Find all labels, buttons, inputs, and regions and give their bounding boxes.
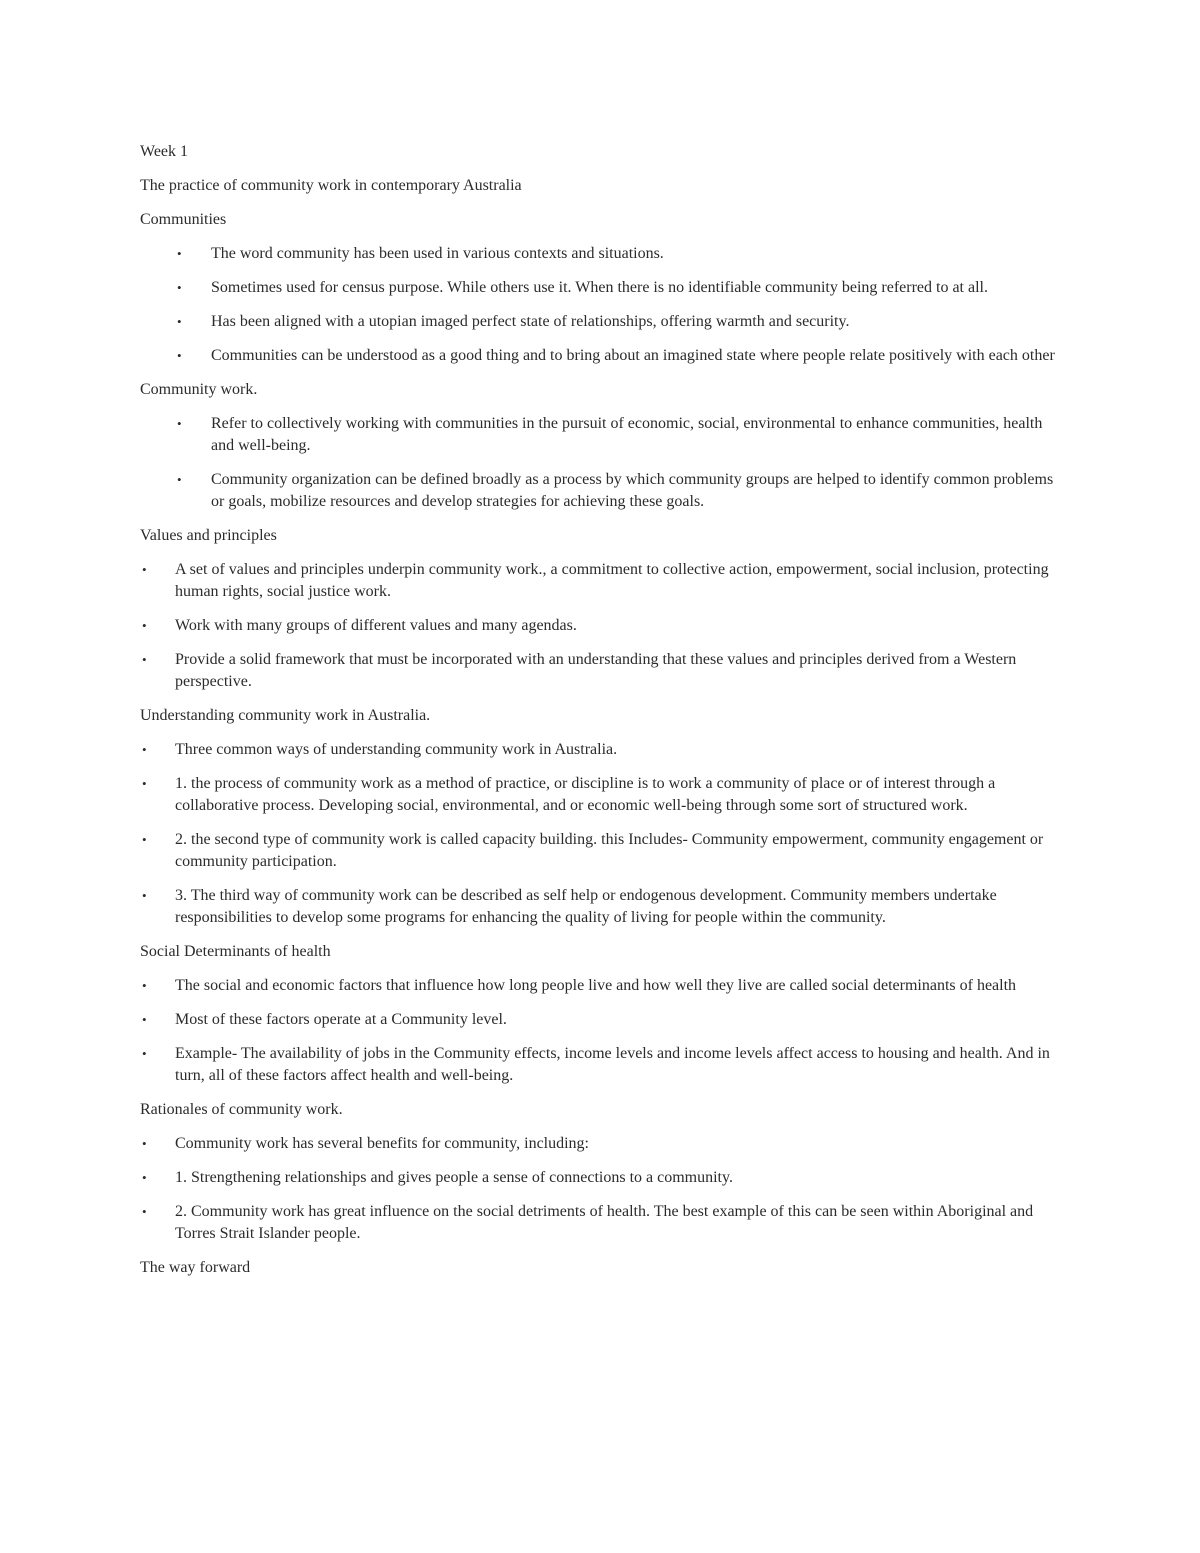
list-item bbox=[140, 615, 1065, 637]
bullet-list bbox=[140, 1133, 1065, 1245]
list-item-text: 3. The third way of community work can be described as self help or endogenous development. Community members undertake responsibilities to develop some programs for enhancing the quality of living for people within the community. bbox=[175, 887, 997, 926]
document-title: The practice of community work in contemporary Australia bbox=[140, 177, 522, 194]
bullet-icon: • bbox=[142, 888, 147, 903]
list-item bbox=[140, 277, 1065, 299]
bullet-icon: • bbox=[177, 246, 182, 261]
list-item-text: The word community has been used in various contexts and situations. bbox=[211, 245, 664, 262]
list-item-text: Example- The availability of jobs in the Community effects, income levels and income levels affect access to housing and health. And in turn, all of these factors affect health and well-being. bbox=[175, 1045, 1050, 1084]
list-item-text: Most of these factors operate at a Community level. bbox=[175, 1011, 507, 1028]
list-item-text: Has been aligned with a utopian imaged perfect state of relationships, offering warmth and security. bbox=[211, 313, 850, 330]
bullet-icon: • bbox=[177, 348, 182, 363]
list-item-text: 2. Community work has great influence on the social detriments of health. The best example of this can be seen within Aboriginal and Torres Strait Islander people. bbox=[175, 1203, 1034, 1242]
list-item bbox=[140, 885, 1065, 929]
section-heading: Social Determinants of health bbox=[140, 943, 331, 960]
section-heading: Community work. bbox=[140, 381, 258, 398]
bullet-icon: • bbox=[142, 618, 147, 633]
bullet-icon: • bbox=[142, 1204, 147, 1219]
bullet-icon: • bbox=[142, 1012, 147, 1027]
bullet-icon: • bbox=[177, 416, 182, 431]
list-item-text: Community work has several benefits for community, including: bbox=[175, 1135, 589, 1152]
list-item bbox=[140, 975, 1065, 997]
list-item-text: Refer to collectively working with communities in the pursuit of economic, social, environmental to enhance communities, health and well-being. bbox=[211, 415, 1043, 454]
bullet-icon: • bbox=[142, 978, 147, 993]
list-item-text: Provide a solid framework that must be incorporated with an understanding that these values and principles derived from a Western perspective. bbox=[175, 651, 1017, 690]
bullet-list bbox=[140, 739, 1065, 929]
list-item-text: A set of values and principles underpin community work., a commitment to collective action, empowerment, social inclusion, protecting human rights, social justice work. bbox=[175, 561, 1049, 600]
week-label: Week 1 bbox=[140, 143, 189, 160]
list-item-text: Sometimes used for census purpose. While others use it. When there is no identifiable community being referred to at all. bbox=[211, 279, 988, 296]
section-heading: Communities bbox=[140, 211, 227, 228]
bullet-icon: • bbox=[142, 562, 147, 577]
bullet-icon: • bbox=[177, 472, 182, 487]
bullet-icon: • bbox=[142, 1046, 147, 1061]
list-item-text: 1. the process of community work as a method of practice, or discipline is to work a community of place or of interest through a collaborative process. Developing social, environmental, and or economic well-being through some sort of structured work. bbox=[175, 775, 996, 814]
list-item bbox=[140, 1009, 1065, 1031]
list-item bbox=[140, 311, 1065, 333]
bullet-list bbox=[140, 975, 1065, 1087]
list-item bbox=[140, 1133, 1065, 1155]
list-item bbox=[140, 649, 1065, 693]
list-item bbox=[140, 243, 1065, 265]
bullet-icon: • bbox=[142, 742, 147, 757]
bullet-icon: • bbox=[142, 776, 147, 791]
list-item bbox=[140, 559, 1065, 603]
list-item bbox=[140, 1167, 1065, 1189]
bullet-icon: • bbox=[177, 314, 182, 329]
bullet-icon: • bbox=[142, 1136, 147, 1151]
bullet-icon: • bbox=[142, 652, 147, 667]
list-item bbox=[140, 829, 1065, 873]
bullet-icon: • bbox=[142, 832, 147, 847]
list-item bbox=[140, 413, 1065, 457]
section-heading: Rationales of community work. bbox=[140, 1101, 343, 1118]
list-item-text: Communities can be understood as a good thing and to bring about an imagined state where people relate positively with each other bbox=[211, 347, 1055, 364]
bullet-list bbox=[140, 243, 1065, 367]
list-item bbox=[140, 1201, 1065, 1245]
bullet-icon: • bbox=[177, 280, 182, 295]
list-item-text: Work with many groups of different values and many agendas. bbox=[175, 617, 577, 634]
list-item bbox=[140, 469, 1065, 513]
document-page bbox=[140, 141, 1065, 1291]
document-sections bbox=[140, 209, 1065, 1279]
bullet-icon: • bbox=[142, 1170, 147, 1185]
list-item bbox=[140, 345, 1065, 367]
list-item bbox=[140, 1043, 1065, 1087]
section-heading: Understanding community work in Australia. bbox=[140, 707, 431, 724]
list-item-text: Community organization can be defined broadly as a process by which community groups are helped to identify common problems or goals, mobilize resources and develop strategies for achieving these goals. bbox=[211, 471, 1054, 510]
section-heading: The way forward bbox=[140, 1259, 251, 1276]
bullet-list bbox=[140, 413, 1065, 513]
list-item bbox=[140, 773, 1065, 817]
list-item bbox=[140, 739, 1065, 761]
list-item-text: 1. Strengthening relationships and gives people a sense of connections to a community. bbox=[175, 1169, 733, 1186]
list-item-text: Three common ways of understanding community work in Australia. bbox=[175, 741, 618, 758]
bullet-list bbox=[140, 559, 1065, 693]
list-item-text: The social and economic factors that influence how long people live and how well they live are called social determinants of health bbox=[175, 977, 1017, 994]
section-heading: Values and principles bbox=[140, 527, 277, 544]
list-item-text: 2. the second type of community work is called capacity building. this Includes- Community empowerment, community engagement or community participation. bbox=[175, 831, 1044, 870]
